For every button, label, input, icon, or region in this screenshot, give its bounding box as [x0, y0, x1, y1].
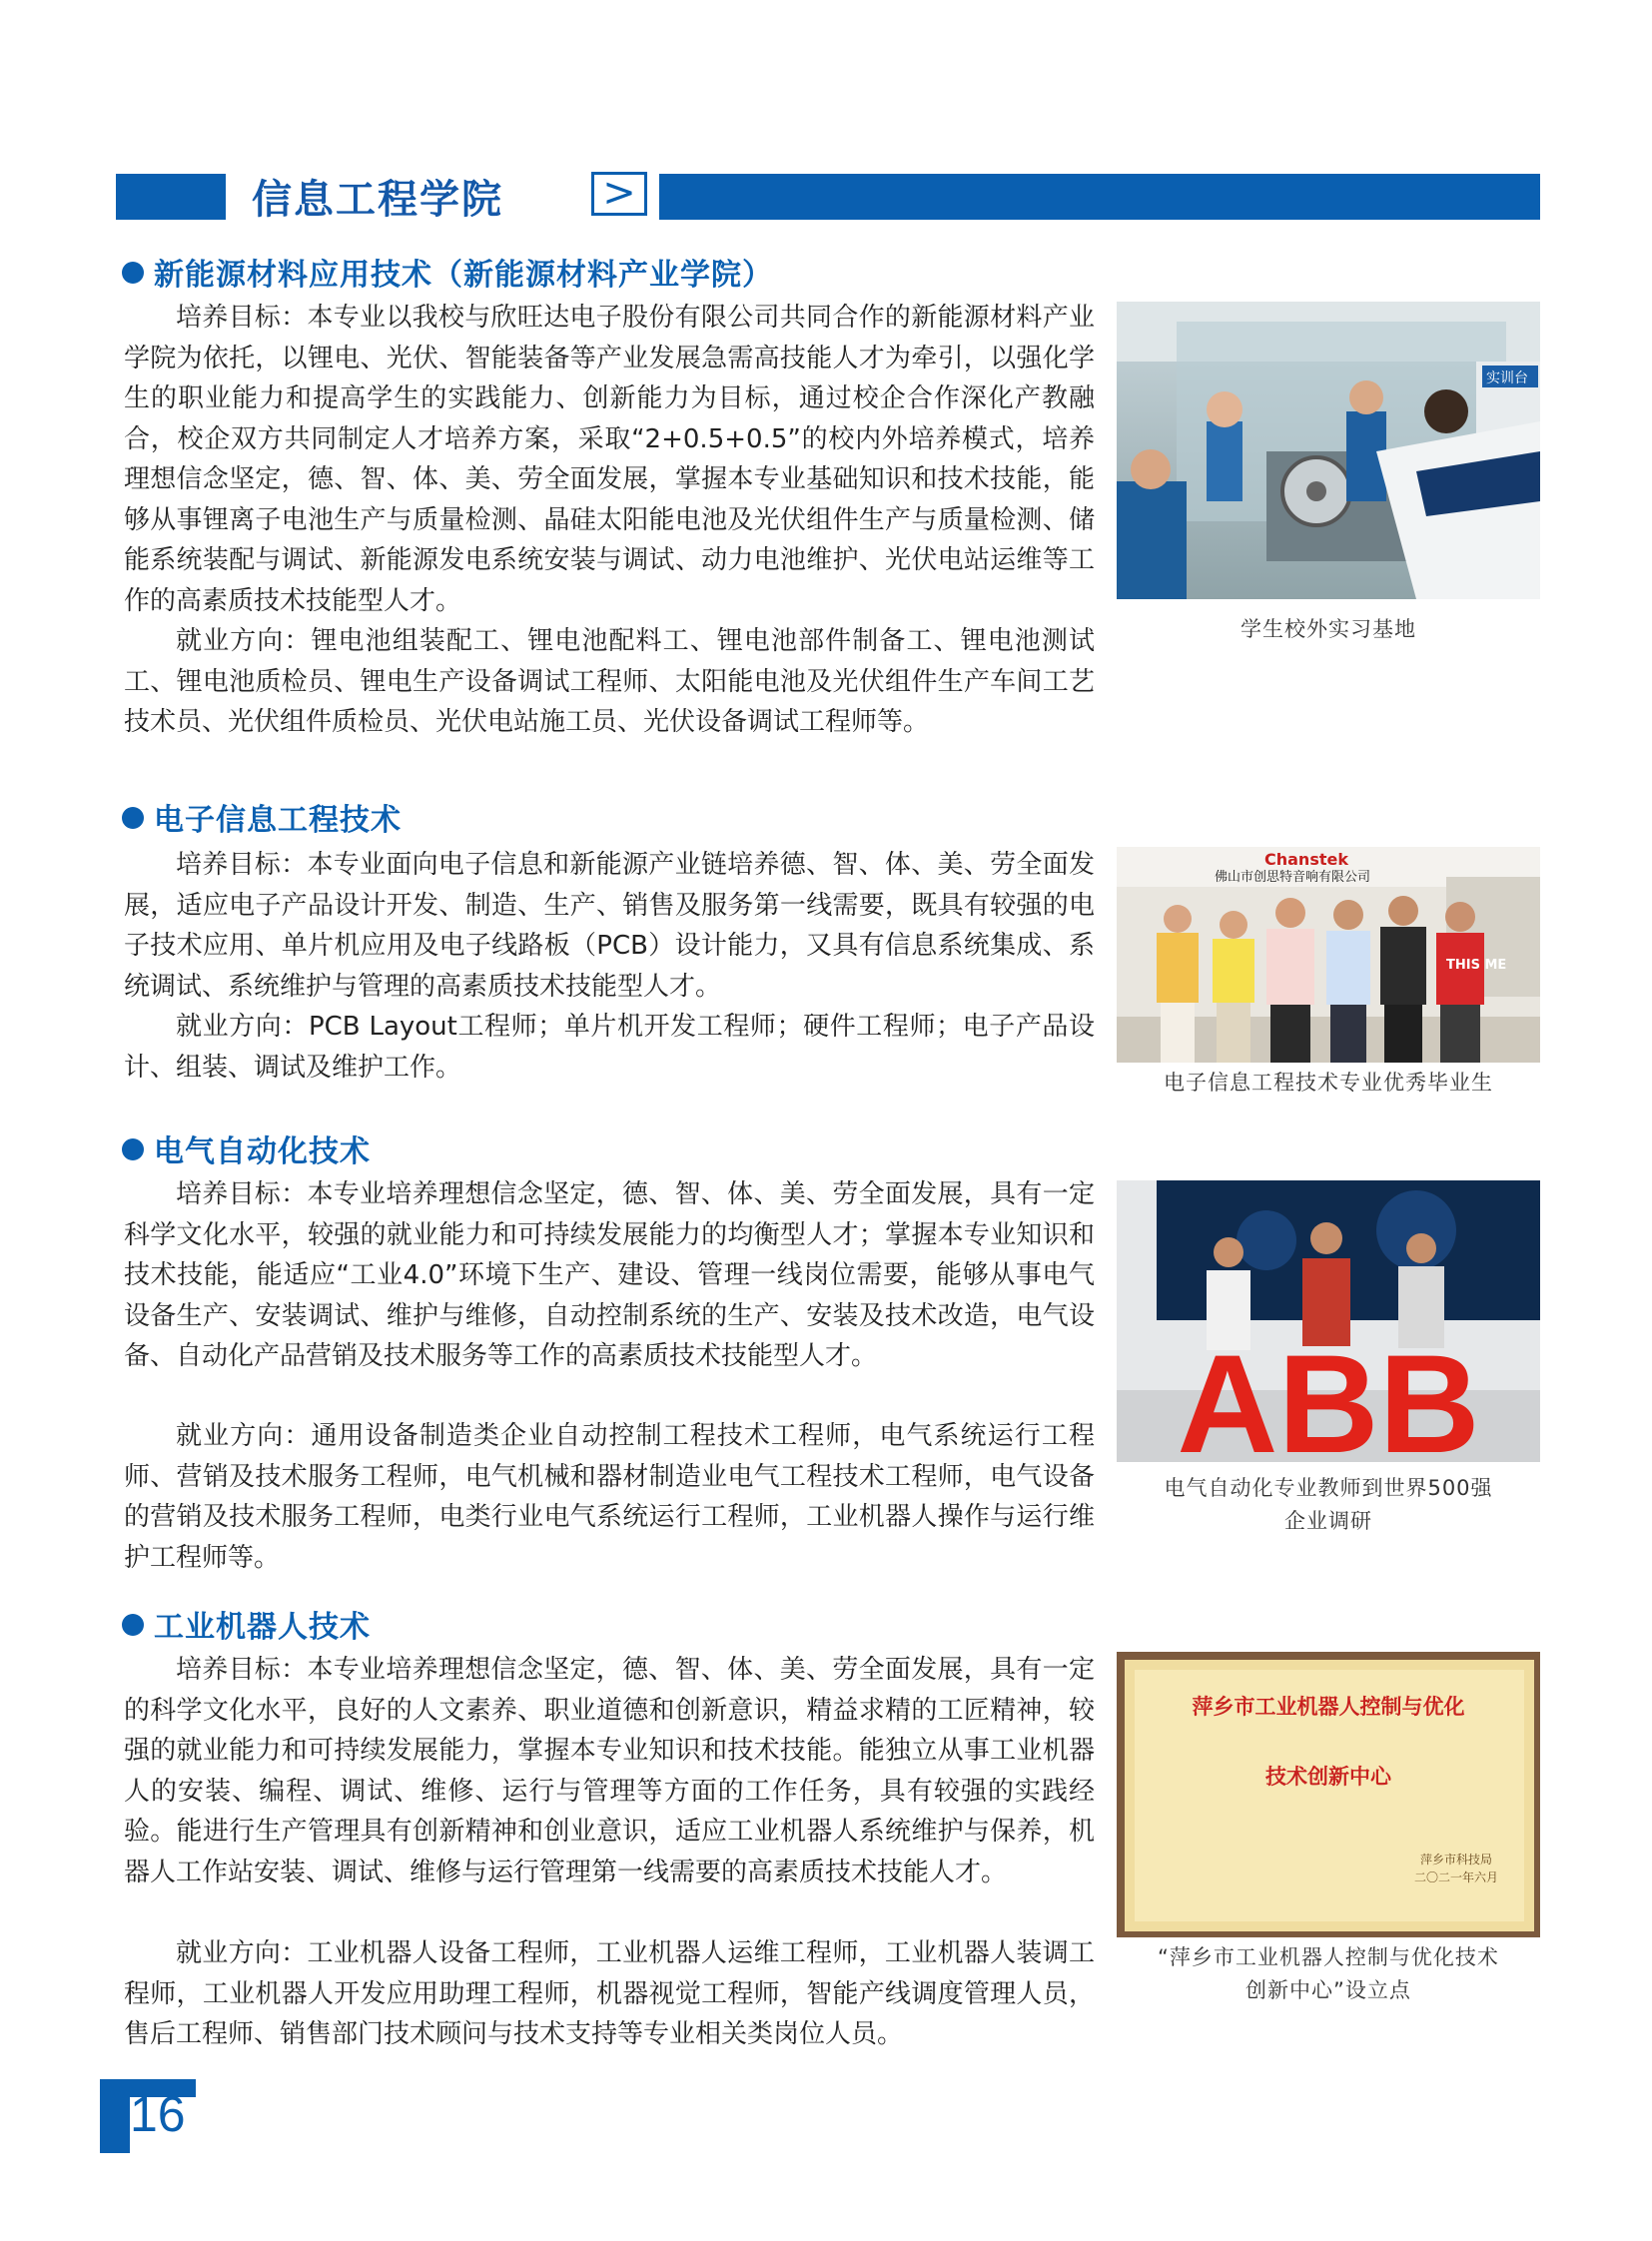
chevron-right-icon: > [591, 172, 647, 216]
photo-sign-text: 实训台 [1486, 371, 1528, 386]
bullet-icon [122, 262, 144, 284]
photo-graduates [1117, 847, 1540, 1063]
caption-abb-visit [1117, 1472, 1540, 1538]
section-goal-new-energy: 培养目标：本专业以我校与欣旺达电子股份有限公司共同合作的新能源材料产业学院为依托，以锂电、光伏、智能装备等产业发展急需高技能人才为牵引，以强化学生的职业能力和提高学生的实践能力、创新能力为目标，通过校企合作深化产教融合，校企双方共同制定人才培养方案，采取“2+0.5+0.5”的校内外培养模式，培养理想信念坚定，德、智、体、美、劳全面发展，掌握本专业基础知识和技术技能，能够从事锂离子电池生产与质量检测、晶硅太阳能电池及光伏组件生产与质量检测、储能系统装配与调试、新能源发电系统安装与调试、动力电池维护、光伏电站运维等工作的高素质技术技能型人才。 [124, 303, 1095, 616]
section-goal-electrical-automation: 培养目标：本专业培养理想信念坚定，德、智、体、美、劳全面发展，具有一定科学文化水平，较强的就业能力和可持续发展能力的均衡型人才；掌握本专业知识和技术技能，能适应“工业4.0”环境下生产、建设、管理一线岗位需要，能够从事电气设备生产、安装调试、维护与维修，自动控制系统的生产、安装及技术改造，电气设备、自动化产品营销及技术服务等工作的高素质技术技能型人才。 [124, 1179, 1095, 1371]
caption-line: “萍乡市工业机器人控制与优化技术 [1158, 1945, 1499, 1969]
caption-innovation-plaque [1117, 1941, 1540, 2007]
header-bar-right [659, 174, 1540, 220]
photo-shirt-text: THIS ME [1446, 958, 1507, 973]
plaque-date: 二〇二一年六月 [1413, 1870, 1499, 1884]
caption-internship-base: 学生校外实习基地 [1240, 617, 1416, 641]
section-title-new-energy: 新能源材料应用技术（新能源材料产业学院） [122, 250, 773, 294]
section-goal-industrial-robot: 培养目标：本专业培养理想信念坚定，德、智、体、美、劳全面发展，具有一定的科学文化水平，良好的人文素养、职业道德和创新意识，精益求精的工匠精神，较强的就业能力和可持续发展能力，掌握本专业知识和技术技能。能独立从事工业机器人的安装、编程、调试、维修、运行与管理等方面的工作任务，具有较强的实践经验。能进行生产管理具有创新精神和创业意识，适应工业机器人系统维护与保养，机器人工作站安装、调试、维修与运行管理第一线需要的高素质技术技能人才。 [124, 1655, 1095, 1887]
section-title-electrical-automation: 电气自动化技术 [122, 1126, 371, 1170]
section-job-electrical-automation: 就业方向：通用设备制造类企业自动控制工程技术工程师，电气系统运行工程师、营销及技术服务工程师，电气机械和器材制造业电气工程技术工程师，电气设备的营销及技术服务工程师，电类行业电气系统运行工程师，工业机器人操作与运行维护工程师等。 [124, 1421, 1095, 1573]
photo-innovation-plaque [1117, 1652, 1540, 1937]
photo-internship-base [1117, 302, 1540, 599]
section-title-industrial-robot: 工业机器人技术 [122, 1602, 371, 1646]
page-title: 信息工程学院 [252, 176, 503, 223]
section-goal-electronic-info: 培养目标：本专业面向电子信息和新能源产业链培养德、智、体、美、劳全面发展，适应电子产品设计开发、制造、生产、销售及服务第一线需要，既具有较强的电子技术应用、单片机应用及电子线路板（PCB）设计能力，又具有信息系统集成、系统调试、系统维护与管理的高素质技术技能型人才。 [124, 850, 1095, 1002]
photo-company-text: 佛山市创思特音响有限公司 [1215, 870, 1371, 885]
section-title-electronic-info: 电子信息工程技术 [122, 795, 402, 839]
photo-abb-visit [1117, 1180, 1540, 1462]
header-bar-left [116, 174, 226, 220]
bullet-icon [122, 807, 144, 829]
section-job-new-energy: 就业方向：锂电池组装配工、锂电池配料工、锂电池部件制备工、锂电池测试工、锂电池质检员、锂电生产设备调试工程师、太阳能电池及光伏组件生产车间工艺技术员、光伏组件质检员、光伏电站施工员、光伏设备调试工程师等。 [124, 626, 1095, 737]
plaque-line1: 萍乡市工业机器人控制与优化 [1192, 1695, 1465, 1719]
caption-graduates: 电子信息工程技术专业优秀毕业生 [1164, 1071, 1493, 1095]
bullet-icon [122, 1138, 144, 1160]
bullet-icon [122, 1614, 144, 1636]
caption-line: 电气自动化专业教师到世界500强 [1164, 1476, 1493, 1500]
photo-logo-text: ABB [1177, 1325, 1480, 1462]
caption-line: 企业调研 [1284, 1509, 1372, 1533]
plaque-issuer: 萍乡市科技局 [1419, 1853, 1493, 1867]
photo-brand-text: Chanstek [1264, 850, 1348, 869]
page-number: 16 [130, 2086, 186, 2142]
plaque-line2: 技术创新中心 [1265, 1765, 1391, 1789]
section-job-industrial-robot: 就业方向：工业机器人设备工程师，工业机器人运维工程师，工业机器人装调工程师，工业机器人开发应用助理工程师，机器视觉工程师，智能产线调度管理人员，售后工程师、销售部门技术顾问与技术支持等专业相关类岗位人员。 [124, 1938, 1095, 2049]
caption-line: 创新中心”设立点 [1245, 1978, 1411, 2002]
section-job-electronic-info: 就业方向：PCB Layout工程师；单片机开发工程师；硬件工程师；电子产品设计、组装、调试及维护工作。 [124, 1012, 1095, 1083]
